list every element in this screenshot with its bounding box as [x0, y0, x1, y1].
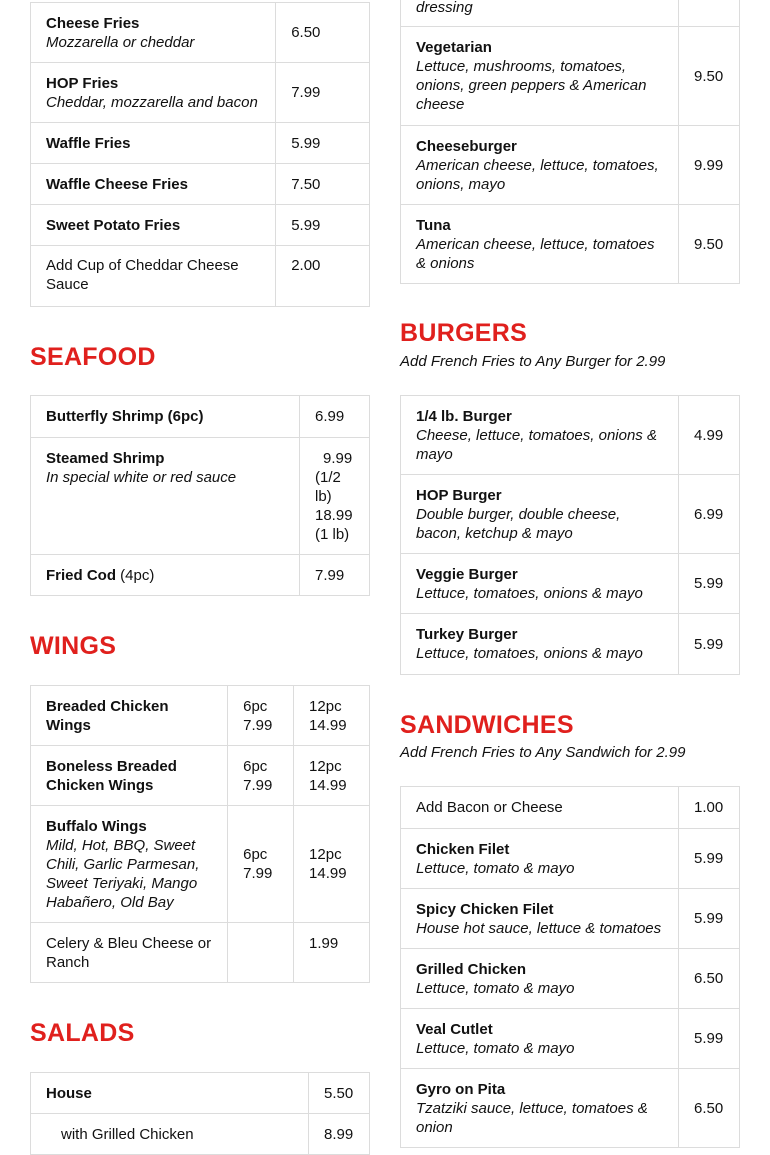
item-price: 7.99 [243, 865, 273, 882]
item-name: 1/4 lb. Burger [416, 407, 512, 425]
item-name: Spicy Chicken Filet [416, 900, 554, 918]
salads-continued-table [400, 0, 740, 284]
item-name: HOP Fries [46, 74, 119, 92]
section-heading-sandwiches: SANDWICHES [400, 711, 574, 739]
item-name: Steamed Shrimp [46, 450, 165, 467]
item-price: 7.99 [276, 63, 370, 123]
item-price: 9.99 [679, 126, 740, 205]
item-description: Cheese, lettuce, tomatoes, onions & mayo [416, 426, 657, 463]
item-name: Fried Cod [46, 566, 116, 584]
item-price: 1.99 [294, 923, 370, 983]
item-description: Lettuce, tomatoes, onions & mayo [416, 645, 643, 662]
item-name-suffix: (4pc) [116, 566, 155, 584]
fries-table [30, 2, 370, 307]
item-name: Butterfly Shrimp (6pc) [46, 408, 204, 425]
item-description: dressing [416, 0, 473, 16]
item-price: 7.99 [243, 716, 273, 734]
item-name: House [46, 1084, 92, 1102]
seafood-table [30, 395, 370, 596]
item-name: Cheese Fries [46, 14, 140, 32]
item-price: 7.99 [300, 555, 370, 596]
item-name: Vegetarian [416, 39, 492, 56]
item-unit-half: (1/2 lb) [315, 469, 341, 505]
item-price: 14.99 [309, 865, 347, 882]
item-price: 9.50 [679, 27, 740, 126]
burgers-note: Add French Fries to Any Burger for 2.99 [400, 353, 666, 370]
item-price-full: 18.99 [315, 507, 353, 524]
item-description: Tzatziki sauce, lettuce, tomatoes & onion [416, 1099, 648, 1136]
size-label: 6pc [243, 697, 268, 715]
item-price: 2.00 [276, 246, 370, 307]
menu-item-row [31, 63, 370, 123]
size-label: 12pc [309, 697, 342, 715]
item-price: 14.99 [309, 716, 347, 734]
item-description: Lettuce, tomatoes, onions & mayo [416, 584, 643, 602]
size-label: 6pc [243, 757, 268, 775]
item-description: House hot sauce, lettuce & tomatoes [416, 919, 662, 937]
section-heading-burgers: BURGERS [400, 319, 528, 347]
item-description: Lettuce, tomato & mayo [416, 1039, 575, 1057]
item-name: Grilled Chicken [416, 960, 527, 978]
burgers-table [400, 395, 740, 675]
item-price: 6.50 [679, 1069, 740, 1148]
menu-item-row [31, 3, 370, 63]
menu-item-row [401, 27, 740, 126]
item-name: Celery & Bleu Cheese or Ranch [46, 934, 212, 971]
item-name: Gyro on Pita [416, 1080, 506, 1098]
size-label: 6pc [243, 846, 268, 863]
item-name: HOP Burger [416, 486, 502, 504]
menu-item-row [401, 787, 740, 829]
menu-item-row [401, 205, 740, 284]
sandwiches-note: Add French Fries to Any Sandwich for 2.99 [400, 744, 686, 761]
menu-item-row [31, 806, 370, 923]
item-price-multi [300, 438, 370, 555]
menu-item-row [31, 555, 370, 596]
item-price: 5.99 [679, 554, 740, 614]
item-price: 5.99 [679, 889, 740, 949]
item-price: 7.99 [243, 776, 273, 794]
menu-item-row [401, 889, 740, 949]
item-name: Sweet Potato Fries [46, 216, 181, 234]
size-label: 12pc [309, 846, 342, 863]
menu-item-row [401, 1009, 740, 1069]
item-description: American cheese, lettuce, tomatoes & onions [416, 235, 655, 272]
item-name: Tuna [416, 216, 451, 234]
item-name: Waffle Cheese Fries [46, 175, 188, 193]
item-price: 4.99 [679, 396, 740, 475]
menu-item-row [31, 686, 370, 746]
item-price: 6.50 [276, 3, 370, 63]
item-name: Buffalo Wings [46, 817, 147, 835]
menu-item-row [31, 396, 370, 438]
menu-item-row [31, 923, 370, 983]
section-heading-seafood: SEAFOOD [30, 343, 156, 371]
item-name: Boneless Breaded Chicken Wings [46, 757, 177, 794]
item-price: 5.99 [276, 123, 370, 164]
item-price: 6.99 [679, 475, 740, 554]
item-description: Lettuce, tomato & mayo [416, 979, 575, 997]
item-description: In special white or red sauce [46, 469, 237, 486]
menu-item-row [31, 123, 370, 164]
item-name: Veggie Burger [416, 565, 518, 583]
item-name: Veal Cutlet [416, 1020, 493, 1038]
menu-item-row [31, 746, 370, 806]
menu-item-row [31, 164, 370, 205]
item-price: 8.99 [309, 1114, 370, 1155]
item-name: with Grilled Chicken [61, 1126, 194, 1143]
menu-item-row [401, 475, 740, 554]
item-name: Waffle Fries [46, 134, 131, 152]
menu-item-row [31, 246, 370, 307]
size-label: 12pc [309, 757, 342, 775]
item-price: 9.50 [679, 205, 740, 284]
item-price: 6.50 [679, 949, 740, 1009]
menu-item-row [401, 614, 740, 675]
salads-table [30, 1072, 370, 1155]
menu-item-row [31, 1114, 370, 1155]
item-name: Add Cup of Cheddar Cheese Sauce [46, 257, 239, 293]
menu-item-row [401, 554, 740, 614]
item-name: Turkey Burger [416, 626, 518, 643]
section-heading-salads: SALADS [30, 1019, 135, 1047]
item-description: Mozzarella or cheddar [46, 33, 195, 51]
item-unit-full: (1 lb) [315, 526, 350, 543]
item-price: 5.99 [679, 829, 740, 889]
menu-item-row [401, 126, 740, 205]
item-price: 7.50 [276, 164, 370, 205]
item-description: Cheddar, mozzarella and bacon [46, 93, 258, 111]
section-heading-wings: WINGS [30, 632, 117, 660]
item-description: Lettuce, tomato & mayo [416, 859, 575, 877]
item-description: Mild, Hot, BBQ, Sweet Chili, Garlic Parmesan, Sweet Teriyaki, Mango Habañero, Old Bay [46, 836, 200, 911]
menu-item-row [31, 438, 370, 555]
menu-item-row [31, 205, 370, 246]
menu-item-row [401, 396, 740, 475]
menu-item-row [401, 829, 740, 889]
menu-item-row [401, 0, 740, 27]
item-price: 14.99 [309, 776, 347, 794]
item-name: Breaded Chicken Wings [46, 697, 169, 734]
item-price: 5.99 [679, 614, 740, 675]
item-price-half: 9.99 [323, 450, 353, 467]
item-price: 5.50 [309, 1073, 370, 1114]
item-description: Lettuce, mushrooms, tomatoes, onions, green peppers & American cheese [416, 58, 647, 113]
item-price: 6.99 [300, 396, 370, 438]
item-price: 5.99 [276, 205, 370, 246]
item-description: American cheese, lettuce, tomatoes, onions, mayo [416, 156, 659, 193]
wings-table [30, 685, 370, 983]
item-name: Add Bacon or Cheese [416, 799, 563, 816]
menu-item-row [401, 949, 740, 1009]
item-price: 5.99 [679, 1009, 740, 1069]
item-description: Double burger, double cheese, bacon, ketchup & mayo [416, 505, 621, 542]
item-price: 1.00 [679, 787, 740, 829]
menu-item-row [31, 1073, 370, 1114]
menu-item-row [401, 1069, 740, 1148]
sandwiches-table [400, 786, 740, 1148]
item-name: Cheeseburger [416, 137, 517, 155]
item-name: Chicken Filet [416, 840, 510, 858]
